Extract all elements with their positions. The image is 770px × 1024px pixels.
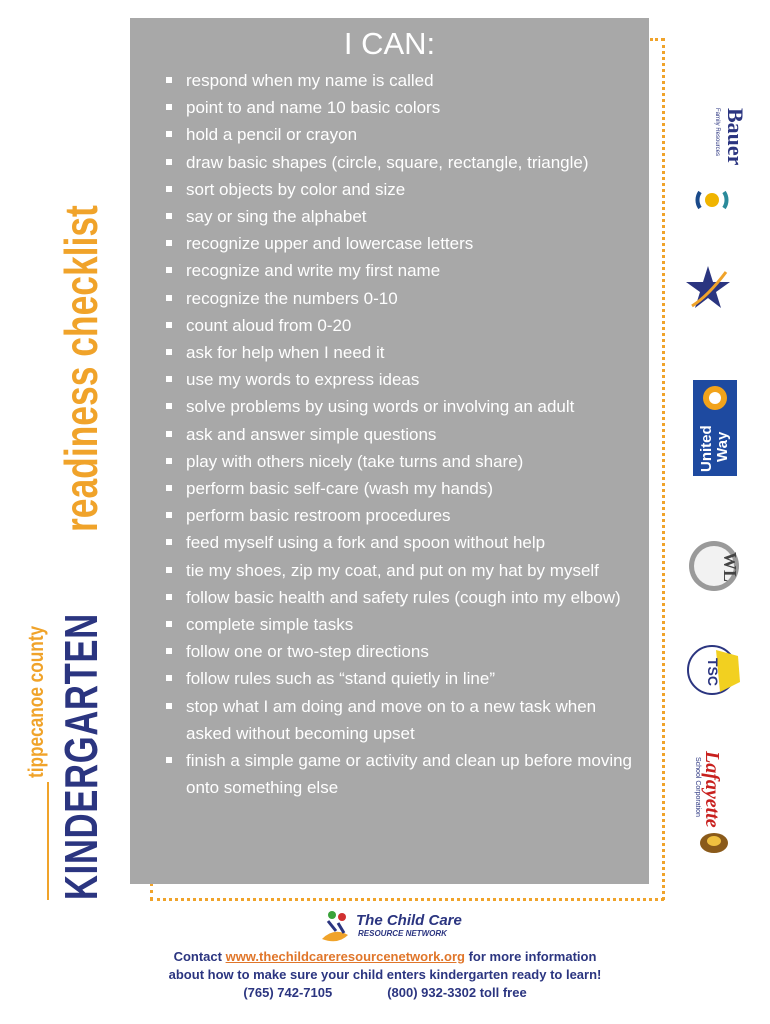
checklist-item: solve problems by using words or involving an adult bbox=[158, 393, 641, 420]
star-icon bbox=[686, 266, 730, 308]
united-way-text-2: Way bbox=[714, 431, 731, 462]
checklist-item: sort objects by color and size bbox=[158, 176, 641, 203]
child-care-hand-icon bbox=[322, 932, 348, 941]
checklist-item: finish a simple game or activity and clean up before moving onto something else bbox=[158, 747, 641, 801]
phone-tollfree: (800) 932-3302 toll free bbox=[387, 985, 527, 1000]
checklist-item: count aloud from 0-20 bbox=[158, 312, 641, 339]
checklist-item: complete simple tasks bbox=[158, 611, 641, 638]
checklist-item: recognize and write my first name bbox=[158, 257, 641, 284]
star-logo bbox=[686, 262, 738, 318]
footer-phones bbox=[0, 984, 770, 1002]
checklist-panel bbox=[130, 18, 649, 884]
footer-line-2: about how to make sure your child enters kindergarten ready to learn! bbox=[168, 967, 602, 982]
checklist-item: ask and answer simple questions bbox=[158, 421, 641, 448]
checklist-heading: I CAN: bbox=[343, 26, 436, 61]
frame-dots-left bbox=[150, 883, 153, 900]
frame-dots-right bbox=[662, 38, 665, 900]
child-figure-icon-2 bbox=[338, 913, 346, 921]
checklist-item: follow rules such as “stand quietly in line” bbox=[158, 665, 641, 692]
checklist-item: point to and name 10 basic colors bbox=[158, 94, 641, 121]
child-figure-icon bbox=[328, 911, 336, 919]
united-way-text-1: United bbox=[698, 425, 715, 472]
footer-url-link[interactable]: www.thechildcareresourcenetwork.org bbox=[225, 949, 465, 964]
child-care-subname: RESOURCE NETWORK bbox=[358, 929, 447, 938]
checklist-item: ask for help when I need it bbox=[158, 339, 641, 366]
united-way-person-icon bbox=[709, 392, 721, 404]
checklist-item: follow one or two-step directions bbox=[158, 638, 641, 665]
checklist-item: use my words to express ideas bbox=[158, 366, 641, 393]
title-kindergarten: KINDERGARTEN bbox=[55, 613, 107, 900]
county-rule bbox=[47, 782, 49, 900]
checklist-item: perform basic restroom procedures bbox=[158, 502, 641, 529]
footer-contact bbox=[0, 948, 770, 1002]
tsc-logo-text: TSC bbox=[705, 658, 721, 686]
footer-line-1 bbox=[0, 948, 770, 966]
bauer-sun-icon bbox=[705, 193, 719, 207]
frame-dots-bottom bbox=[150, 898, 664, 901]
bauer-logo bbox=[690, 108, 748, 218]
checklist-item: follow basic health and safety rules (cough into my elbow) bbox=[158, 584, 641, 611]
title-readiness: readiness checklist bbox=[55, 205, 107, 532]
bauer-logo-text: Bauer bbox=[723, 108, 748, 166]
checklist-item: recognize the numbers 0-10 bbox=[158, 285, 641, 312]
bauer-logo-subtext: Family Resources bbox=[714, 108, 720, 157]
united-way-logo bbox=[693, 380, 737, 476]
bauer-arc-icon bbox=[697, 192, 700, 208]
wl-logo bbox=[688, 540, 740, 592]
checklist-item: recognize upper and lowercase letters bbox=[158, 230, 641, 257]
checklist-item: respond when my name is called bbox=[158, 67, 641, 94]
lafayette-logo bbox=[688, 745, 740, 857]
wl-logo-text: WL bbox=[720, 552, 740, 583]
checklist-item: play with others nicely (take turns and share) bbox=[158, 448, 641, 475]
phone-local: (765) 742-7105 bbox=[243, 985, 333, 1000]
checklist-item: hold a pencil or crayon bbox=[158, 121, 641, 148]
lafayette-logo-text: Lafayette bbox=[701, 751, 723, 828]
child-care-name: The Child Care bbox=[356, 912, 462, 929]
title-county: tippecanoe county bbox=[25, 625, 48, 778]
lafayette-logo-subtext: School Corporation bbox=[694, 757, 701, 817]
lafayette-emblem-inner bbox=[707, 836, 721, 846]
footer-contact-prefix: Contact bbox=[173, 949, 222, 964]
checklist-item: say or sing the alphabet bbox=[158, 203, 641, 230]
checklist-item: stop what I am doing and move on to a new task when asked without becoming upset bbox=[158, 693, 641, 747]
checklist-item: feed myself using a fork and spoon without help bbox=[158, 529, 641, 556]
checklist-item: tie my shoes, zip my coat, and put on my hat by myself bbox=[158, 557, 641, 584]
child-care-network-logo bbox=[318, 905, 468, 949]
page-title bbox=[25, 20, 119, 900]
checklist-item: perform basic self-care (wash my hands) bbox=[158, 475, 641, 502]
child-figure-body-icon bbox=[328, 921, 344, 933]
footer-contact-suffix: for more information bbox=[468, 949, 597, 964]
checklist-list bbox=[158, 67, 641, 801]
tsc-logo bbox=[686, 642, 742, 698]
checklist-item: draw basic shapes (circle, square, rectangle, triangle) bbox=[158, 149, 641, 176]
bauer-arc-icon-2 bbox=[724, 192, 727, 208]
